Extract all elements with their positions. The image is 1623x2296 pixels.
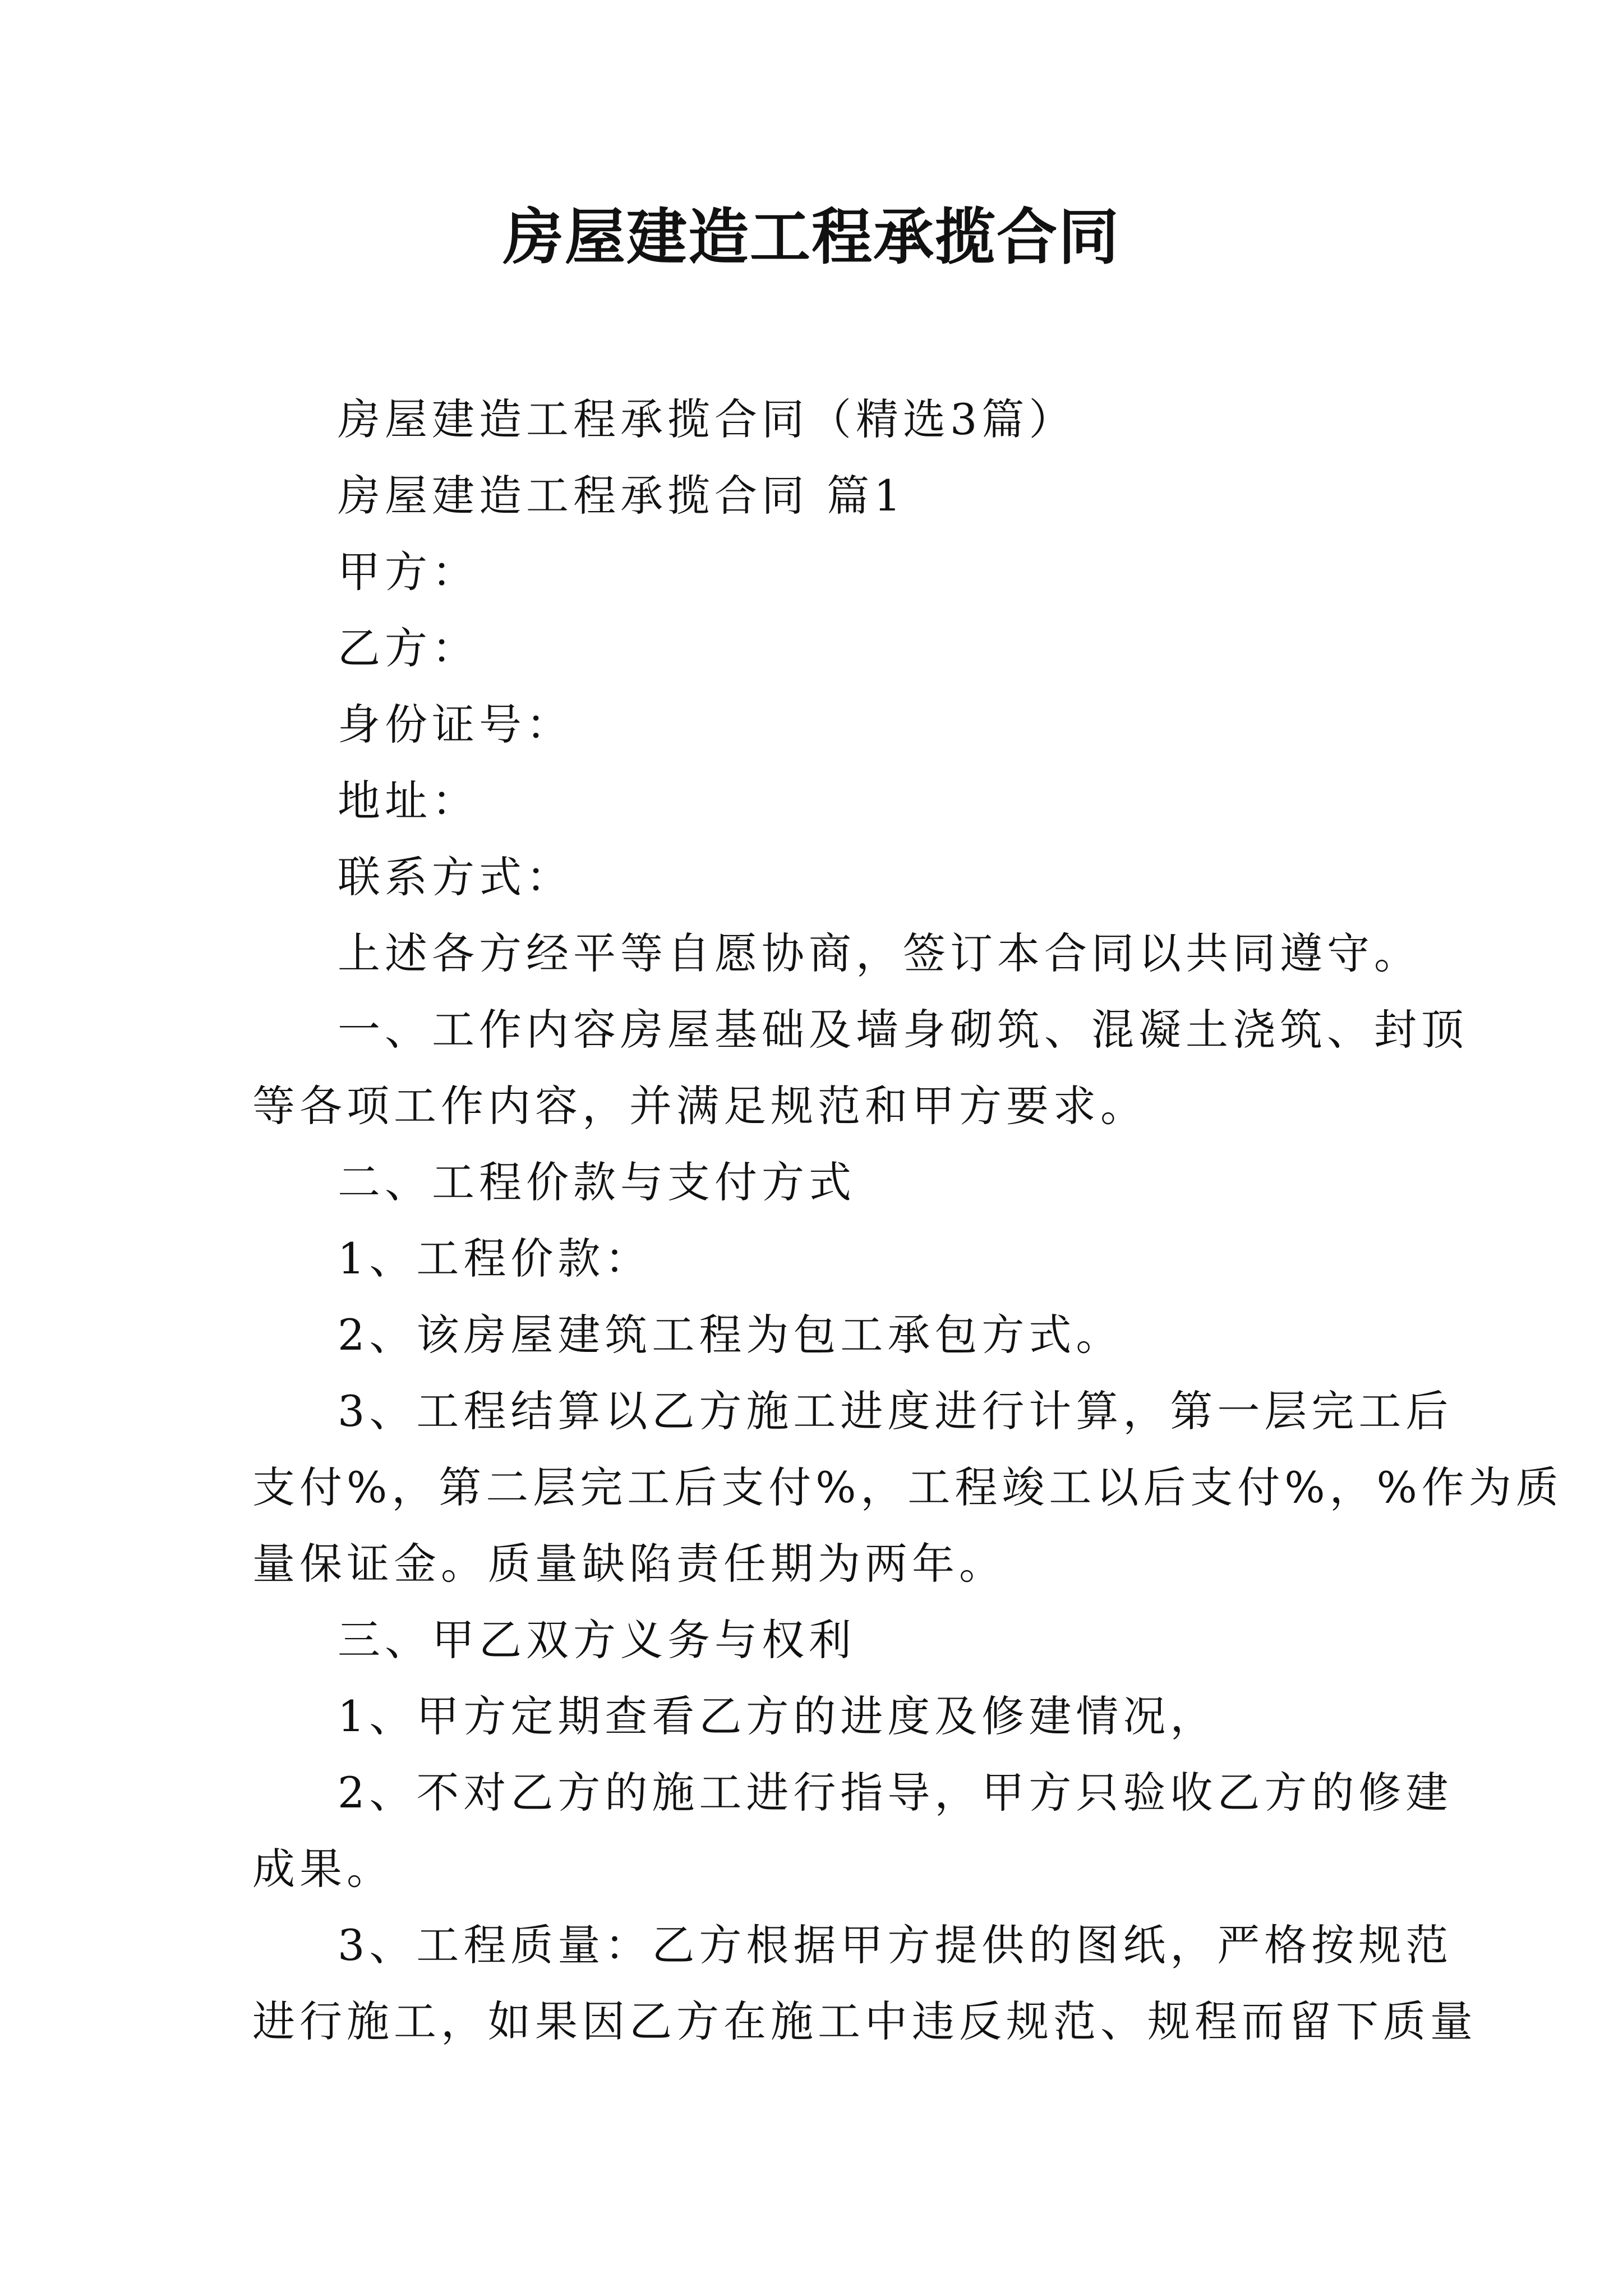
paragraph-line: 支付%，第二层完工后支付%，工程竣工以后支付%，%作为质 [252, 1462, 1563, 1512]
document-body [252, 381, 1563, 2060]
paragraph-line: 二、工程价款与支付方式 [338, 1157, 856, 1207]
paragraph-line: 上述各方经平等自愿协商，签订本合同以共同遵守。 [338, 928, 1421, 978]
paragraph-line: 2、该房屋建筑工程为包工承包方式。 [338, 1310, 1123, 1360]
paragraph-line: 一、工作内容房屋基础及墙身砌筑、混凝土浇筑、封顶 [338, 1005, 1468, 1055]
paragraph-line: 量保证金。质量缺陷责任期为两年。 [252, 1539, 1006, 1589]
paragraph-line: 3、工程结算以乙方施工进度进行计算，第一层完工后 [338, 1386, 1453, 1436]
paragraph-line: 甲方： [338, 547, 479, 597]
paragraph-line: 房屋建造工程承揽合同 篇1 [338, 471, 906, 521]
paragraph-line: 地址： [338, 776, 479, 826]
document-title: 房屋建造工程承揽合同 [502, 202, 1120, 273]
paragraph-line: 房屋建造工程承揽合同（精选3篇） [338, 394, 1076, 444]
paragraph-line: 1、甲方定期查看乙方的进度及修建情况， [338, 1691, 1218, 1741]
paragraph-line: 身份证号： [338, 700, 573, 749]
paragraph-line: 1、工程价款： [338, 1234, 652, 1283]
paragraph-line: 等各项工作内容，并满足规范和甲方要求。 [252, 1081, 1147, 1131]
paragraph-line: 联系方式： [338, 852, 573, 902]
paragraph-line: 成果。 [252, 1844, 394, 1894]
paragraph-line: 2、不对乙方的施工进行指导，甲方只验收乙方的修建 [338, 1768, 1453, 1818]
paragraph-line: 进行施工，如果因乙方在施工中违反规范、规程而留下质量 [252, 1996, 1477, 2046]
paragraph-line: 3、工程质量：乙方根据甲方提供的图纸，严格按规范 [338, 1920, 1453, 1970]
paragraph-line: 三、甲乙双方义务与权利 [338, 1615, 856, 1665]
paragraph-line: 乙方： [338, 623, 479, 673]
